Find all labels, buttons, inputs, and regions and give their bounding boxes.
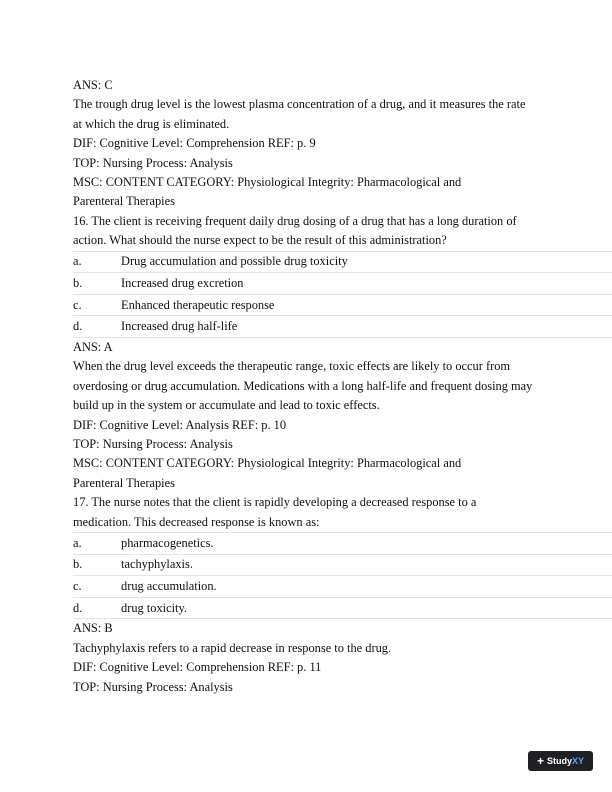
q16-rationale: When the drug level exceeds the therapeutic range, toxic effects are likely to occur from overdosing or drug accumulation. Medications with a long half-life and frequent dosing may build up in the system or accumulate and lead to toxic effects. (73, 359, 533, 413)
q17-question: 17. The nurse notes that the client is rapidly developing a decreased response to a medication. This decreased response is known as: (73, 495, 477, 529)
q16-option-b[interactable] (73, 273, 612, 295)
q16-topic: TOP: Nursing Process: Analysis (73, 437, 233, 452)
q15-rationale: The trough drug level is the lowest plasma concentration of a drug, and it measures the rate at which the drug is eliminated. (73, 97, 526, 131)
option-text: Drug accumulation and possible drug toxicity (121, 254, 348, 269)
option-letter: b. (73, 557, 83, 572)
option-text: Increased drug excretion (121, 276, 244, 291)
q16-question: 16. The client is receiving frequent daily drug dosing of a drug that has a long duration of action. What should the nurse expect to be the result of this administration? (73, 213, 517, 248)
option-letter: c. (73, 579, 82, 594)
q17-option-c[interactable] (73, 576, 612, 598)
option-text: Increased drug half-life (121, 319, 238, 334)
option-text: tachyphylaxis. (121, 557, 193, 572)
q16-options (73, 251, 612, 338)
q17-answer: ANS: B (73, 621, 113, 636)
q16-option-c[interactable] (73, 295, 612, 317)
option-letter: a. (73, 535, 82, 550)
logo-prefix: Study (546, 756, 572, 766)
q16-msc-line1: MSC: CONTENT CATEGORY: Physiological Integrity: Pharmacological and (73, 456, 462, 471)
q15-difficulty: DIF: Cognitive Level: Comprehension REF: p. 9 (73, 136, 316, 151)
q15-answer: ANS: C (73, 78, 113, 92)
q17-difficulty: DIF: Cognitive Level: Comprehension REF: p. 11 (73, 660, 322, 675)
option-letter: d. (73, 319, 83, 334)
q16-msc-line2: Parenteral Therapies (73, 475, 175, 490)
option-text: drug accumulation. (121, 579, 217, 594)
q17-option-d[interactable] (73, 598, 612, 620)
q15-msc-line2: Parenteral Therapies (73, 194, 175, 209)
option-text: drug toxicity. (121, 600, 187, 615)
q17-rationale: Tachyphylaxis refers to a rapid decrease in response to the drug. (73, 640, 392, 655)
q16-option-d[interactable] (73, 316, 612, 338)
q16-difficulty: DIF: Cognitive Level: Analysis REF: p. 10 (73, 417, 287, 432)
option-text: Enhanced therapeutic response (121, 297, 275, 312)
option-letter: d. (73, 600, 83, 615)
q17-option-a[interactable] (73, 532, 612, 555)
q17-options (73, 532, 612, 619)
q15-msc-line1: MSC: CONTENT CATEGORY: Physiological Integrity: Pharmacological and (73, 175, 462, 190)
q17-option-b[interactable] (73, 555, 612, 577)
studyxy-logo[interactable] (528, 751, 593, 771)
plus-icon: + (536, 754, 544, 768)
q17-topic: TOP: Nursing Process: Analysis (73, 679, 233, 694)
q16-answer: ANS: A (73, 340, 113, 355)
option-letter: b. (73, 276, 83, 291)
option-text: pharmacogenetics. (121, 535, 214, 550)
option-letter: c. (73, 297, 82, 312)
page-content (73, 76, 612, 697)
logo-suffix: XY (572, 756, 585, 766)
q15-topic: TOP: Nursing Process: Analysis (73, 155, 233, 170)
q16-option-a[interactable] (73, 251, 612, 274)
option-letter: a. (73, 254, 82, 269)
logo-wordmark (547, 756, 584, 766)
